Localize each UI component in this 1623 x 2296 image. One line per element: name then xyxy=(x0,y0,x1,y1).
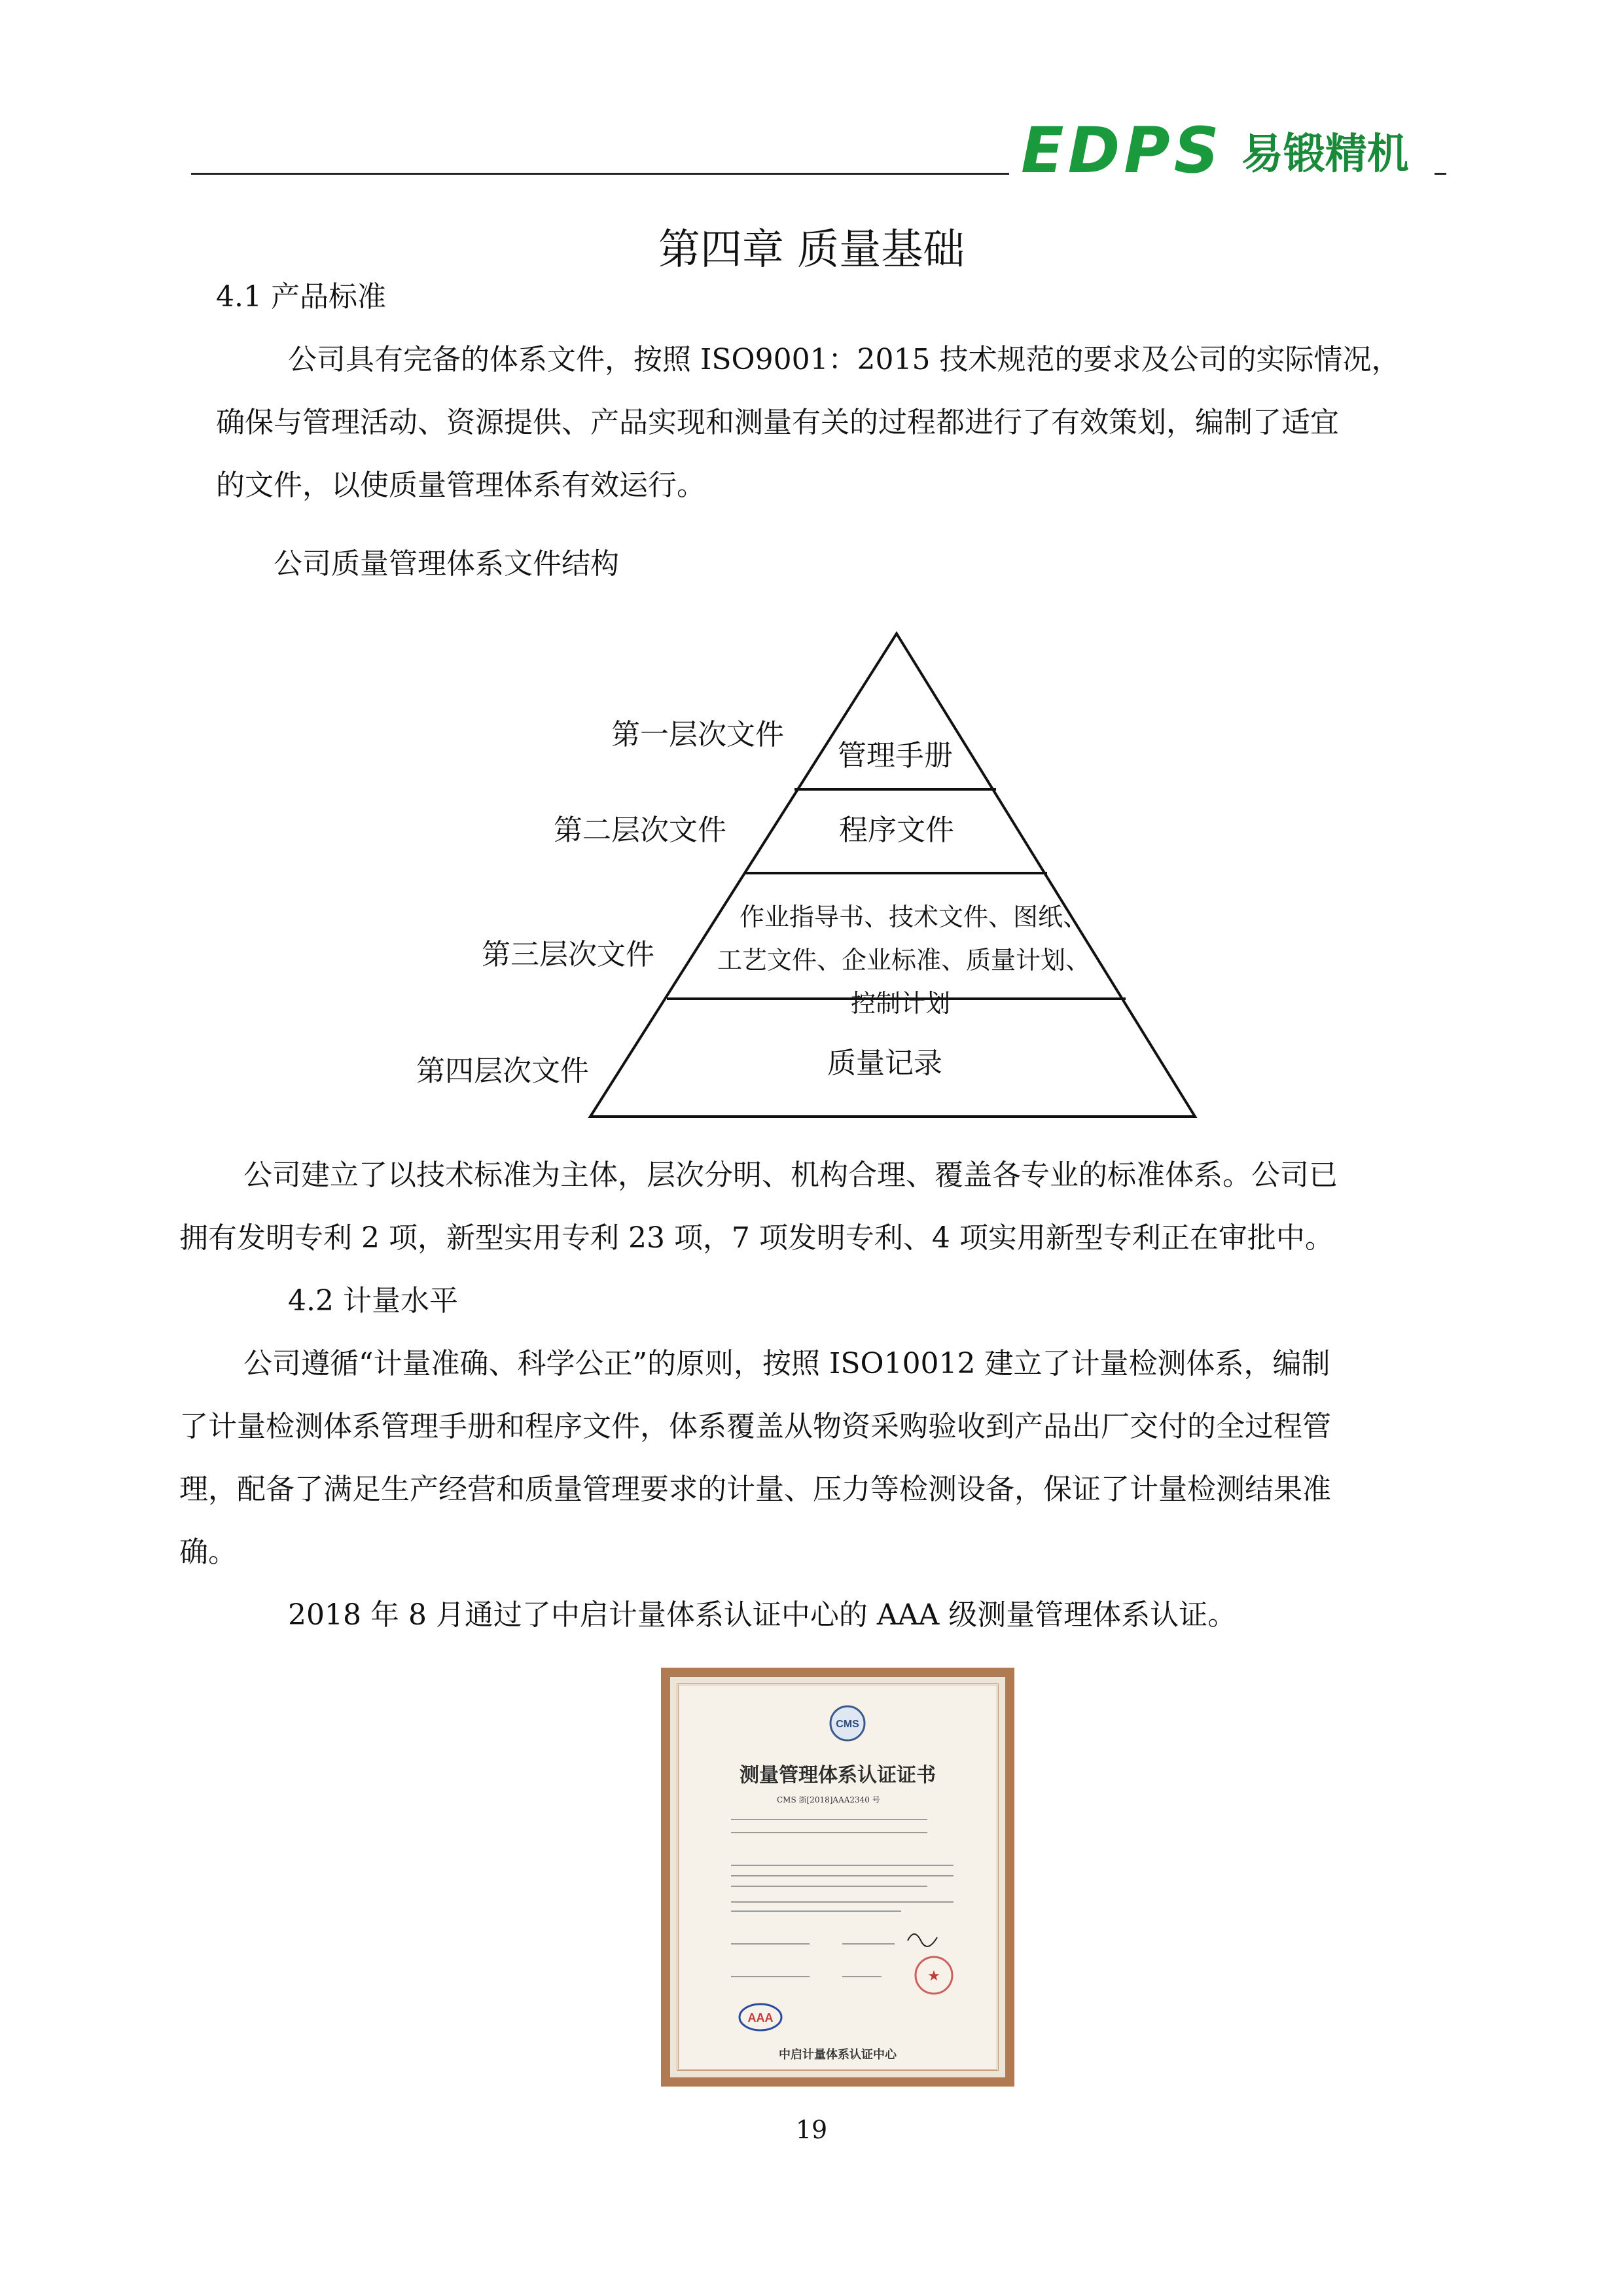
company-logo xyxy=(1021,114,1409,187)
page-number: 19 xyxy=(795,2115,828,2144)
level-content-2: 程序文件 xyxy=(839,814,954,847)
paragraph-line: 公司遵循“计量准确、科学公正”的原则，按照 ISO10012 建立了计量检测体系，编制 xyxy=(243,1347,1330,1380)
certificate-number: CMS 浙[2018]AAA2340 号 xyxy=(777,1795,880,1804)
paragraph-line: 公司建立了以技术标准为主体，层次分明、机构合理、覆盖各专业的标准体系。公司已 xyxy=(243,1158,1338,1192)
cms-emblem-icon xyxy=(828,1704,867,1743)
level-content-3-line: 工艺文件、企业标准、质量计划、 xyxy=(717,946,1091,975)
paragraph-line: 确。 xyxy=(179,1535,237,1569)
level-content-4: 质量记录 xyxy=(827,1047,942,1080)
level-label-4: 第四层次文件 xyxy=(416,1054,589,1088)
section-heading-4-2: 4.2 计量水平 xyxy=(288,1284,458,1318)
level-label-1: 第一层次文件 xyxy=(611,718,784,751)
certificate-title: 测量管理体系认证证书 xyxy=(740,1764,936,1787)
certificate-image xyxy=(661,1668,1014,2087)
paragraph-line: 公司具有完备的体系文件，按照 ISO9001：2015 技术规范的要求及公司的实际情况， xyxy=(288,343,1400,376)
certificate-body-text-lines xyxy=(731,1813,967,2003)
svg-text:★: ★ xyxy=(927,1968,940,1984)
logo-company-name: 易锻精机 xyxy=(1241,130,1409,179)
logo-wordmark: EDPS xyxy=(1021,114,1223,187)
level-content-1: 管理手册 xyxy=(838,739,953,772)
chapter-title: 第四章 质量基础 xyxy=(658,226,965,274)
certificate-inner-border xyxy=(677,1683,999,2071)
header-rule xyxy=(191,173,1009,175)
level-content-3-line: 作业指导书、技术文件、图纸、 xyxy=(740,903,1088,931)
svg-text:AAA: AAA xyxy=(747,2011,774,2024)
level-content-3-line: 控制计划 xyxy=(851,989,951,1018)
diagram-caption: 公司质量管理体系文件结构 xyxy=(274,547,619,581)
paragraph-line: 确保与管理活动、资源提供、产品实现和测量有关的过程都进行了有效策划，编制了适宜 xyxy=(216,406,1339,439)
svg-text:CMS: CMS xyxy=(836,1719,859,1730)
paragraph-line: 的文件，以使质量管理体系有效运行。 xyxy=(216,469,705,502)
certification-sentence: 2018 年 8 月通过了中启计量体系认证中心的 AAA 级测量管理体系认证。 xyxy=(288,1598,1237,1632)
level-label-2: 第二层次文件 xyxy=(554,814,726,847)
level-label-3: 第三层次文件 xyxy=(482,938,654,971)
paragraph-line: 拥有发明专利 2 项，新型实用专利 23 项，7 项发明专利、4 项实用新型专利正在审批中。 xyxy=(179,1221,1334,1255)
section-heading-4-1: 4.1 产品标准 xyxy=(216,280,386,314)
aaa-badge-icon xyxy=(738,2001,783,2034)
header-rule-tail xyxy=(1435,173,1446,175)
paragraph-line: 理，配备了满足生产经营和质量管理要求的计量、压力等检测设备，保证了计量检测结果准 xyxy=(179,1473,1331,1506)
paragraph-line: 了计量检测体系管理手册和程序文件，体系覆盖从物资采购验收到产品出厂交付的全过程管 xyxy=(179,1410,1331,1443)
certificate-issuer: 中启计量体系认证中心 xyxy=(779,2048,897,2062)
